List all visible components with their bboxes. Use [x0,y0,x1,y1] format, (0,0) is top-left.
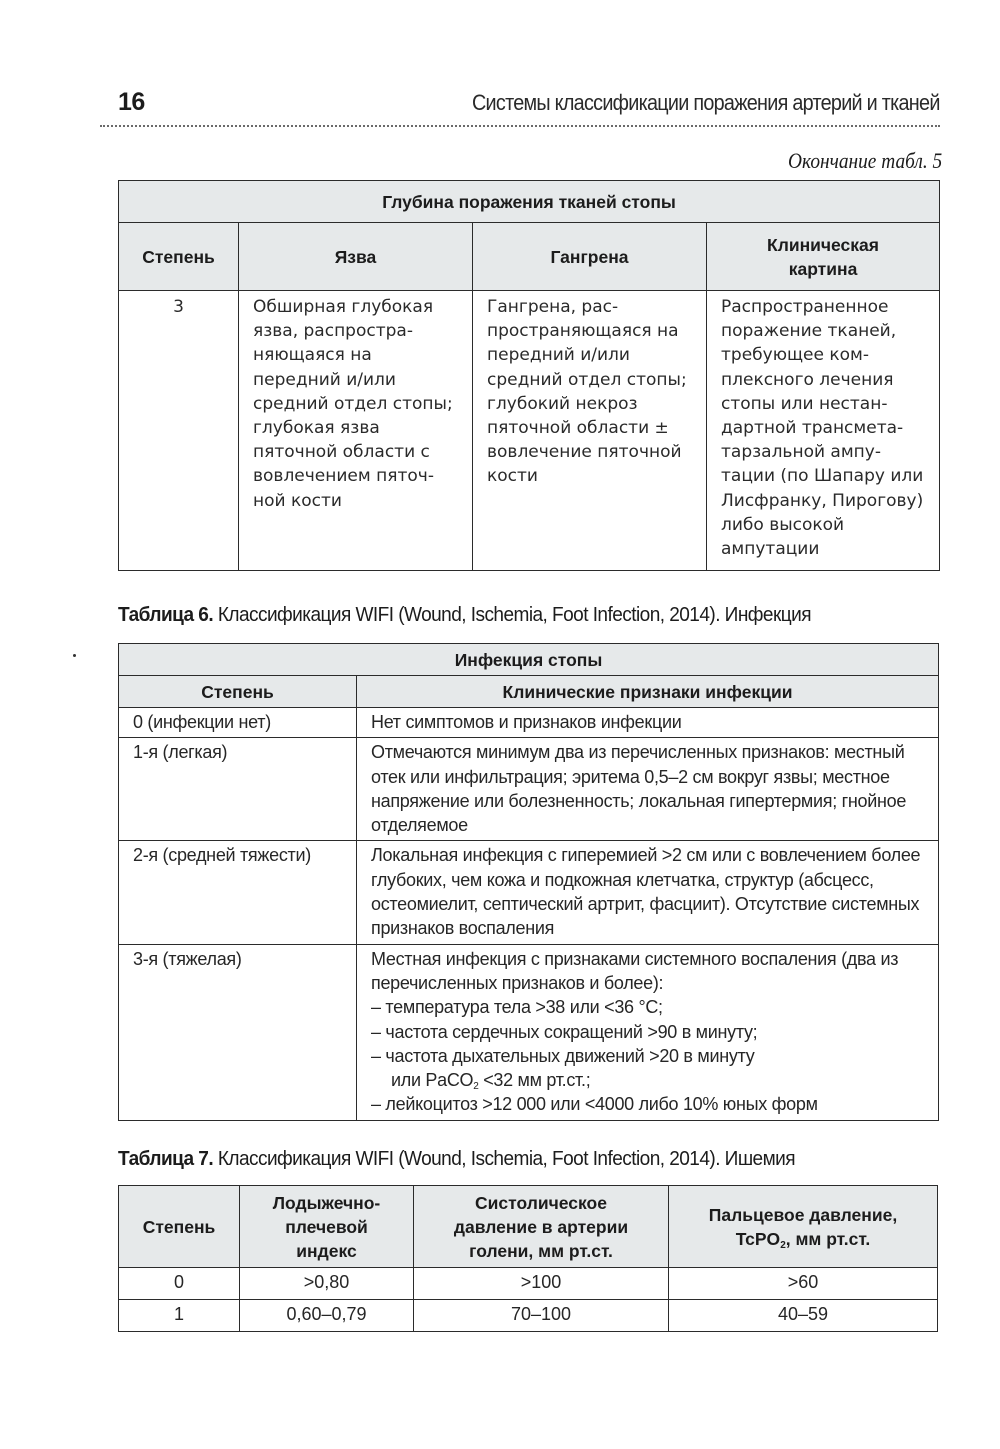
cell-toe: 40–59 [669,1300,938,1332]
column-header-grade: Степень [119,676,357,708]
cell-ulcer: Обширная глубокая язва, распространяющаяся на передний и/или средний отдел стопы; глубокая язва пяточной области с вовлечением пяточной кости [239,291,473,571]
cell-grade: 1-я (легкая) [119,738,357,841]
table-6-caption-label: Таблица 6. [118,603,214,626]
cell-abi: 0,60–0,79 [240,1300,414,1332]
page-number: 16 [118,88,145,116]
table-continuation-label: Окончание табл. 5 [787,148,942,173]
cell-signs: Отмечаются минимум два из перечисленных признаков: местный отек или инфильтрация; эритема 0,5–2 см вокруг язвы; местное напряжение или болезненность; локальная гипертермия; гнойное отделяемое [357,738,939,841]
table-row [119,738,939,841]
toe-header-prefix: Пальцевое давление, TcPO [708,1204,898,1249]
paco2-subscript: 2 [473,1081,479,1093]
paco2-prefix: или PaCO [391,1070,474,1091]
table-row [119,1300,938,1332]
table-6-caption [118,603,811,627]
column-header-toe-pressure [669,1186,938,1268]
column-header-systolic-pressure: Систолическое давление в артерии голени, мм рт.ст. [414,1186,669,1268]
column-header-grade: Степень [119,223,239,291]
signs-intro: Местная инфекция с признаками системного воспаления (два из перечисленных признаков и более): [371,948,899,993]
cell-grade: 0 [119,1268,240,1300]
table-row [119,1268,938,1300]
table-6-infection [118,643,939,1121]
table-row [119,708,939,738]
cell-grade: 1 [119,1300,240,1332]
cell-clinical-picture: Распространенное поражение тканей, требующее комплексного лечения стопы или нестандартной трансметатарзальной ампутации (по Шапару или Лисфранку, Пирогову) либо высокой ампутации [707,291,940,571]
table-row [119,291,940,571]
column-header-gangrene: Гангрена [473,223,707,291]
column-header-abi: Лодыжечно-плечевой индекс [240,1186,414,1268]
toe-header-suffix: , мм рт.ст. [785,1228,871,1249]
table-5-group-header: Глубина поражения тканей стопы [119,181,940,223]
table-row [119,944,939,1120]
sign-item-continuation [371,1068,924,1092]
margin-mark [73,654,76,657]
cell-signs: Локальная инфекция с гиперемией >2 см или с вовлечением более глубоких, чем кожа и подкожная клетчатка, структур (абсцесс, остеомиелит, септический артрит, фасциит). Отсутствие системных признаков воспаления [357,841,939,944]
column-header-clinical-signs: Клинические признаки инфекции [357,676,939,708]
cell-signs [357,944,939,1120]
table-7-ischemia [118,1185,938,1332]
column-header-clinical-picture: Клиническая картина [707,223,940,291]
cell-gangrene: Гангрена, распространяющаяся на передний и/или средний отдел стопы; глубокий некроз пяточной области ± вовлечение пяточной кости [473,291,707,571]
table-5-continuation [118,180,940,571]
sign-item: – температура тела >38 или <36 °C; [371,997,663,1018]
cell-abi: >0,80 [240,1268,414,1300]
page-header [118,88,940,128]
cell-systolic: 70–100 [414,1300,669,1332]
toe-header-subscript: 2 [780,1239,786,1251]
sign-item: – частота дыхательных движений >20 в минуту [371,1045,755,1066]
header-divider [100,125,940,127]
cell-toe: >60 [669,1268,938,1300]
column-header-grade: Степень [119,1186,240,1268]
table-row [119,841,939,944]
table-6-caption-text: Классификация WIFI (Wound, Ischemia, Foot Infection, 2014). Инфекция [213,603,811,626]
table-6-group-header: Инфекция стопы [119,644,939,676]
table-7-caption-text: Классификация WIFI (Wound, Ischemia, Foot Infection, 2014). Ишемия [213,1147,796,1170]
column-header-ulcer: Язва [239,223,473,291]
cell-grade: 0 (инфекции нет) [119,708,357,738]
cell-grade: 3 [119,291,239,571]
cell-grade: 3-я (тяжелая) [119,944,357,1120]
cell-grade: 2-я (средней тяжести) [119,841,357,944]
running-title: Системы классификации поражения артерий и тканей [472,90,940,115]
sign-item: – лейкоцитоз >12 000 или <4000 либо 10% юных форм [371,1094,818,1115]
cell-systolic: >100 [414,1268,669,1300]
cell-signs: Нет симптомов и признаков инфекции [357,708,939,738]
table-7-caption-label: Таблица 7. [118,1147,214,1170]
sign-item: – частота сердечных сокращений >90 в минуту; [371,1021,758,1042]
paco2-suffix: <32 мм рт.ст.; [478,1070,591,1091]
table-7-caption [118,1147,795,1171]
